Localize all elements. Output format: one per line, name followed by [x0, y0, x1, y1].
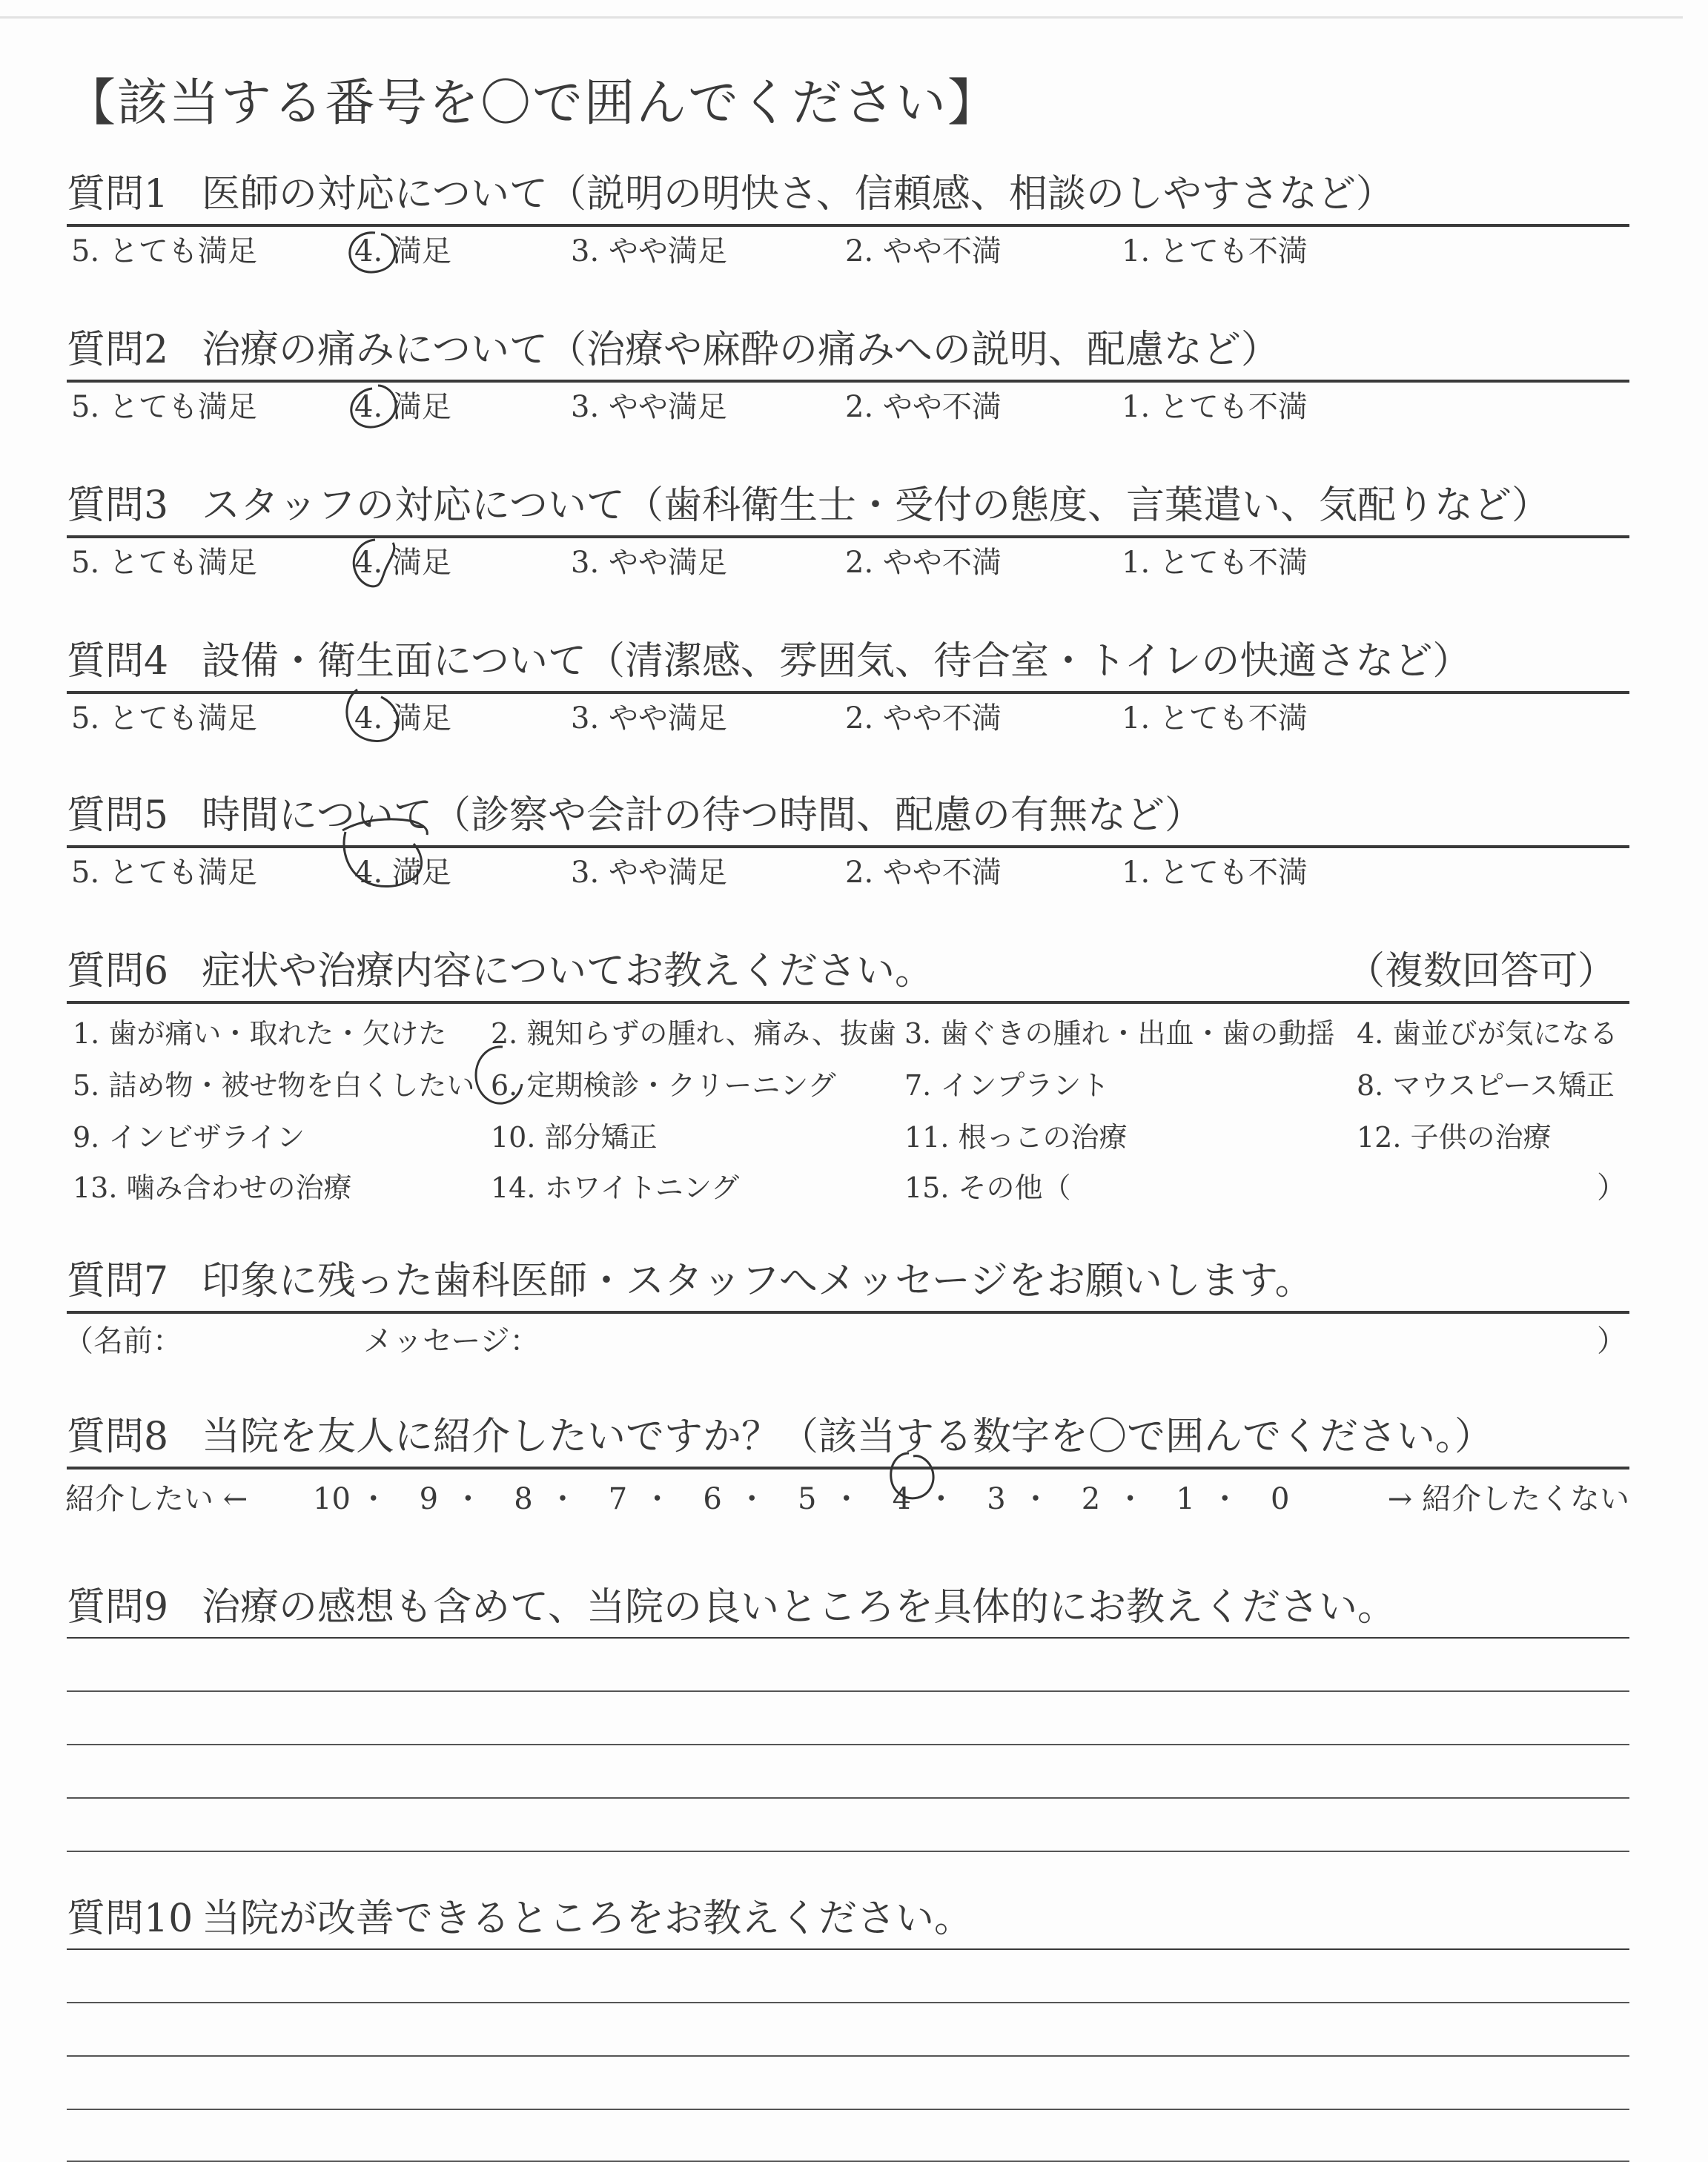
- rating-options: [67, 383, 1629, 432]
- rating-option-2[interactable]: 2. やや不満: [845, 701, 1002, 735]
- answer-line[interactable]: [67, 1950, 1629, 2003]
- message-row: [64, 1314, 1629, 1369]
- question-6: [67, 942, 1629, 1211]
- answer-line[interactable]: [67, 2110, 1629, 2162]
- question-text: 当院を友人に紹介したいですか？（該当する数字を〇で囲んでください。）: [202, 1415, 1494, 1459]
- question-4: [67, 632, 1629, 743]
- scale-separator: ・: [548, 1482, 577, 1516]
- question-label: 質問1: [67, 172, 169, 216]
- scale-separator: ・: [453, 1482, 483, 1516]
- question-label: 質問3: [67, 483, 169, 528]
- scale-value-2[interactable]: 2: [1081, 1482, 1101, 1516]
- scale-separator: ・: [831, 1482, 861, 1516]
- question-label: 質問4: [67, 639, 169, 684]
- scale-separator: ・: [1210, 1482, 1240, 1516]
- rating-option-2[interactable]: 2. やや不満: [845, 546, 1002, 580]
- question-7: [64, 1252, 1629, 1369]
- scale-value-9[interactable]: 9: [419, 1482, 439, 1516]
- rating-option-2[interactable]: 2. やや不満: [845, 234, 1002, 268]
- rating-options: [67, 848, 1629, 897]
- rating-option-1[interactable]: 1. とても不満: [1122, 390, 1308, 424]
- question-label: 質問2: [67, 328, 169, 372]
- symptom-option-9[interactable]: 9. インビザライン: [73, 1121, 305, 1154]
- rating-option-5[interactable]: 5. とても満足: [71, 390, 257, 424]
- symptom-option-2[interactable]: 2. 親知らずの腫れ、痛み、抜歯: [491, 1017, 896, 1050]
- question-header: [67, 165, 1629, 227]
- rating-option-1[interactable]: 1. とても不満: [1122, 856, 1308, 890]
- rating-option-4[interactable]: 4. 満足: [354, 856, 451, 890]
- question-text: 治療の感想も含めて、当院の良いところを具体的にお教えください。: [202, 1585, 1396, 1630]
- question-2: [67, 320, 1629, 432]
- question-10: [67, 1889, 1629, 2162]
- scale-value-0[interactable]: 0: [1271, 1482, 1290, 1516]
- scan-edge-line: [0, 16, 1683, 19]
- symptom-option-6[interactable]: 6. 定期検診・クリーニング: [491, 1069, 836, 1102]
- name-field-label[interactable]: （名前：: [64, 1324, 182, 1358]
- question-text: スタッフの対応について（歯科衛生士・受付の態度、言葉遣い、気配りなど）: [202, 483, 1550, 528]
- answer-line[interactable]: [67, 2003, 1629, 2057]
- scale-separator: ・: [358, 1482, 388, 1516]
- referral-scale: [67, 1470, 1629, 1529]
- question-header: [67, 1889, 1629, 1950]
- scale-value-3[interactable]: 3: [987, 1482, 1006, 1516]
- rating-option-3[interactable]: 3. やや満足: [571, 234, 727, 268]
- scale-separator: ・: [926, 1482, 956, 1516]
- rating-option-5[interactable]: 5. とても満足: [71, 234, 257, 268]
- answer-line[interactable]: [67, 2057, 1629, 2110]
- question-text: 当院が改善できるところをお教えください。: [202, 1897, 973, 1941]
- rating-options: [67, 538, 1629, 587]
- question-label: 質問5: [67, 793, 169, 838]
- scale-separator: ・: [1021, 1482, 1050, 1516]
- symptom-option-1[interactable]: 1. 歯が痛い・取れた・欠けた: [73, 1017, 447, 1050]
- question-3: [67, 476, 1629, 587]
- scale-left-label: 紹介したい ←: [65, 1482, 248, 1516]
- symptom-option-7[interactable]: 7. インプラント: [904, 1069, 1110, 1102]
- question-label: 質問9: [67, 1585, 169, 1630]
- question-text: 印象に残った歯科医師・スタッフへメッセージをお願いします。: [202, 1259, 1314, 1303]
- rating-option-5[interactable]: 5. とても満足: [71, 701, 257, 735]
- question-text: 治療の痛みについて（治療や麻酔の痛みへの説明、配慮など）: [202, 328, 1280, 372]
- symptom-option-11[interactable]: 11. 根っこの治療: [904, 1121, 1128, 1154]
- scale-separator: ・: [737, 1482, 767, 1516]
- question-9: [67, 1578, 1629, 1852]
- symptom-options: [67, 1004, 1629, 1211]
- question-header: [67, 632, 1629, 694]
- scale-value-8[interactable]: 8: [514, 1482, 533, 1516]
- symptom-option-14[interactable]: 14. ホワイトニング: [491, 1171, 740, 1204]
- answer-line[interactable]: [67, 1799, 1629, 1852]
- question-text: 症状や治療内容についてお教えください。: [202, 949, 933, 994]
- question-header: [67, 786, 1629, 848]
- rating-option-3[interactable]: 3. やや満足: [571, 701, 727, 735]
- scale-value-10[interactable]: 10: [313, 1482, 351, 1516]
- rating-option-4[interactable]: 4. 満足: [354, 390, 451, 424]
- question-8: [67, 1407, 1629, 1529]
- other-close-paren: ）: [1597, 1171, 1626, 1205]
- answer-line[interactable]: [67, 1692, 1629, 1745]
- message-field-label[interactable]: メッセージ：: [363, 1324, 540, 1358]
- question-text: 時間について（診察や会計の待つ時間、配慮の有無など）: [202, 793, 1203, 838]
- symptom-option-10[interactable]: 10. 部分矯正: [491, 1121, 658, 1154]
- symptom-option-15[interactable]: 15. その他（: [904, 1171, 1071, 1204]
- symptom-option-4[interactable]: 4. 歯並びが気になる: [1357, 1017, 1618, 1050]
- question-5: [67, 786, 1629, 897]
- question-label: 質問7: [67, 1259, 169, 1303]
- symptom-option-5[interactable]: 5. 詰め物・被せ物を白くしたい: [73, 1069, 475, 1102]
- rating-option-3[interactable]: 3. やや満足: [571, 546, 727, 580]
- rating-option-1[interactable]: 1. とても不満: [1122, 234, 1308, 268]
- page-heading: 【該当する番号を〇で囲んでください】: [65, 74, 1000, 133]
- scale-value-5[interactable]: 5: [798, 1482, 817, 1516]
- scale-value-4[interactable]: 4: [892, 1482, 912, 1516]
- question-header: [67, 320, 1629, 383]
- scale-value-1[interactable]: 1: [1176, 1482, 1195, 1516]
- scale-separator: ・: [1115, 1482, 1145, 1516]
- rating-options: [67, 694, 1629, 743]
- question-header: [67, 1578, 1629, 1639]
- rating-option-5[interactable]: 5. とても満足: [71, 546, 257, 580]
- rating-option-4[interactable]: 4. 満足: [354, 546, 451, 580]
- symptom-option-12[interactable]: 12. 子供の治療: [1357, 1121, 1552, 1154]
- answer-line[interactable]: [67, 1639, 1629, 1692]
- message-close-paren: ）: [1597, 1324, 1626, 1358]
- rating-option-1[interactable]: 1. とても不満: [1122, 546, 1308, 580]
- rating-option-1[interactable]: 1. とても不満: [1122, 701, 1308, 735]
- answer-line[interactable]: [67, 1745, 1629, 1799]
- question-label: 質問6: [67, 949, 169, 994]
- question-1: [67, 165, 1629, 276]
- symptom-option-8[interactable]: 8. マウスピース矯正: [1357, 1069, 1615, 1102]
- question-header: [67, 942, 1629, 1004]
- scale-value-6[interactable]: 6: [703, 1482, 722, 1516]
- rating-option-3[interactable]: 3. やや満足: [571, 856, 727, 890]
- symptom-option-13[interactable]: 13. 噛み合わせの治療: [73, 1171, 352, 1204]
- rating-option-2[interactable]: 2. やや不満: [845, 856, 1002, 890]
- scale-separator: ・: [642, 1482, 672, 1516]
- symptom-option-3[interactable]: 3. 歯ぐきの腫れ・出血・歯の動揺: [904, 1017, 1335, 1050]
- question-text: 設備・衛生面について（清潔感、雰囲気、待合室・トイレの快適さなど）: [202, 639, 1472, 684]
- question-header: [67, 1407, 1629, 1470]
- scale-right-label: → 紹介したくない: [1387, 1482, 1629, 1516]
- rating-option-2[interactable]: 2. やや不満: [845, 390, 1002, 424]
- scale-value-7[interactable]: 7: [608, 1482, 628, 1516]
- question-text: 医師の対応について（説明の明快さ、信頼感、相談のしやすさなど）: [202, 172, 1394, 216]
- rating-options: [67, 227, 1629, 276]
- question-header: [67, 1252, 1629, 1314]
- question-label: 質問8: [67, 1415, 169, 1459]
- rating-option-3[interactable]: 3. やや満足: [571, 390, 727, 424]
- question-label: 質問10: [67, 1897, 193, 1941]
- question-header: [67, 476, 1629, 538]
- rating-option-4[interactable]: 4. 満足: [354, 234, 451, 268]
- rating-option-4[interactable]: 4. 満足: [354, 701, 451, 735]
- multiple-answers-note: （複数回答可）: [1345, 949, 1616, 994]
- rating-option-5[interactable]: 5. とても満足: [71, 856, 257, 890]
